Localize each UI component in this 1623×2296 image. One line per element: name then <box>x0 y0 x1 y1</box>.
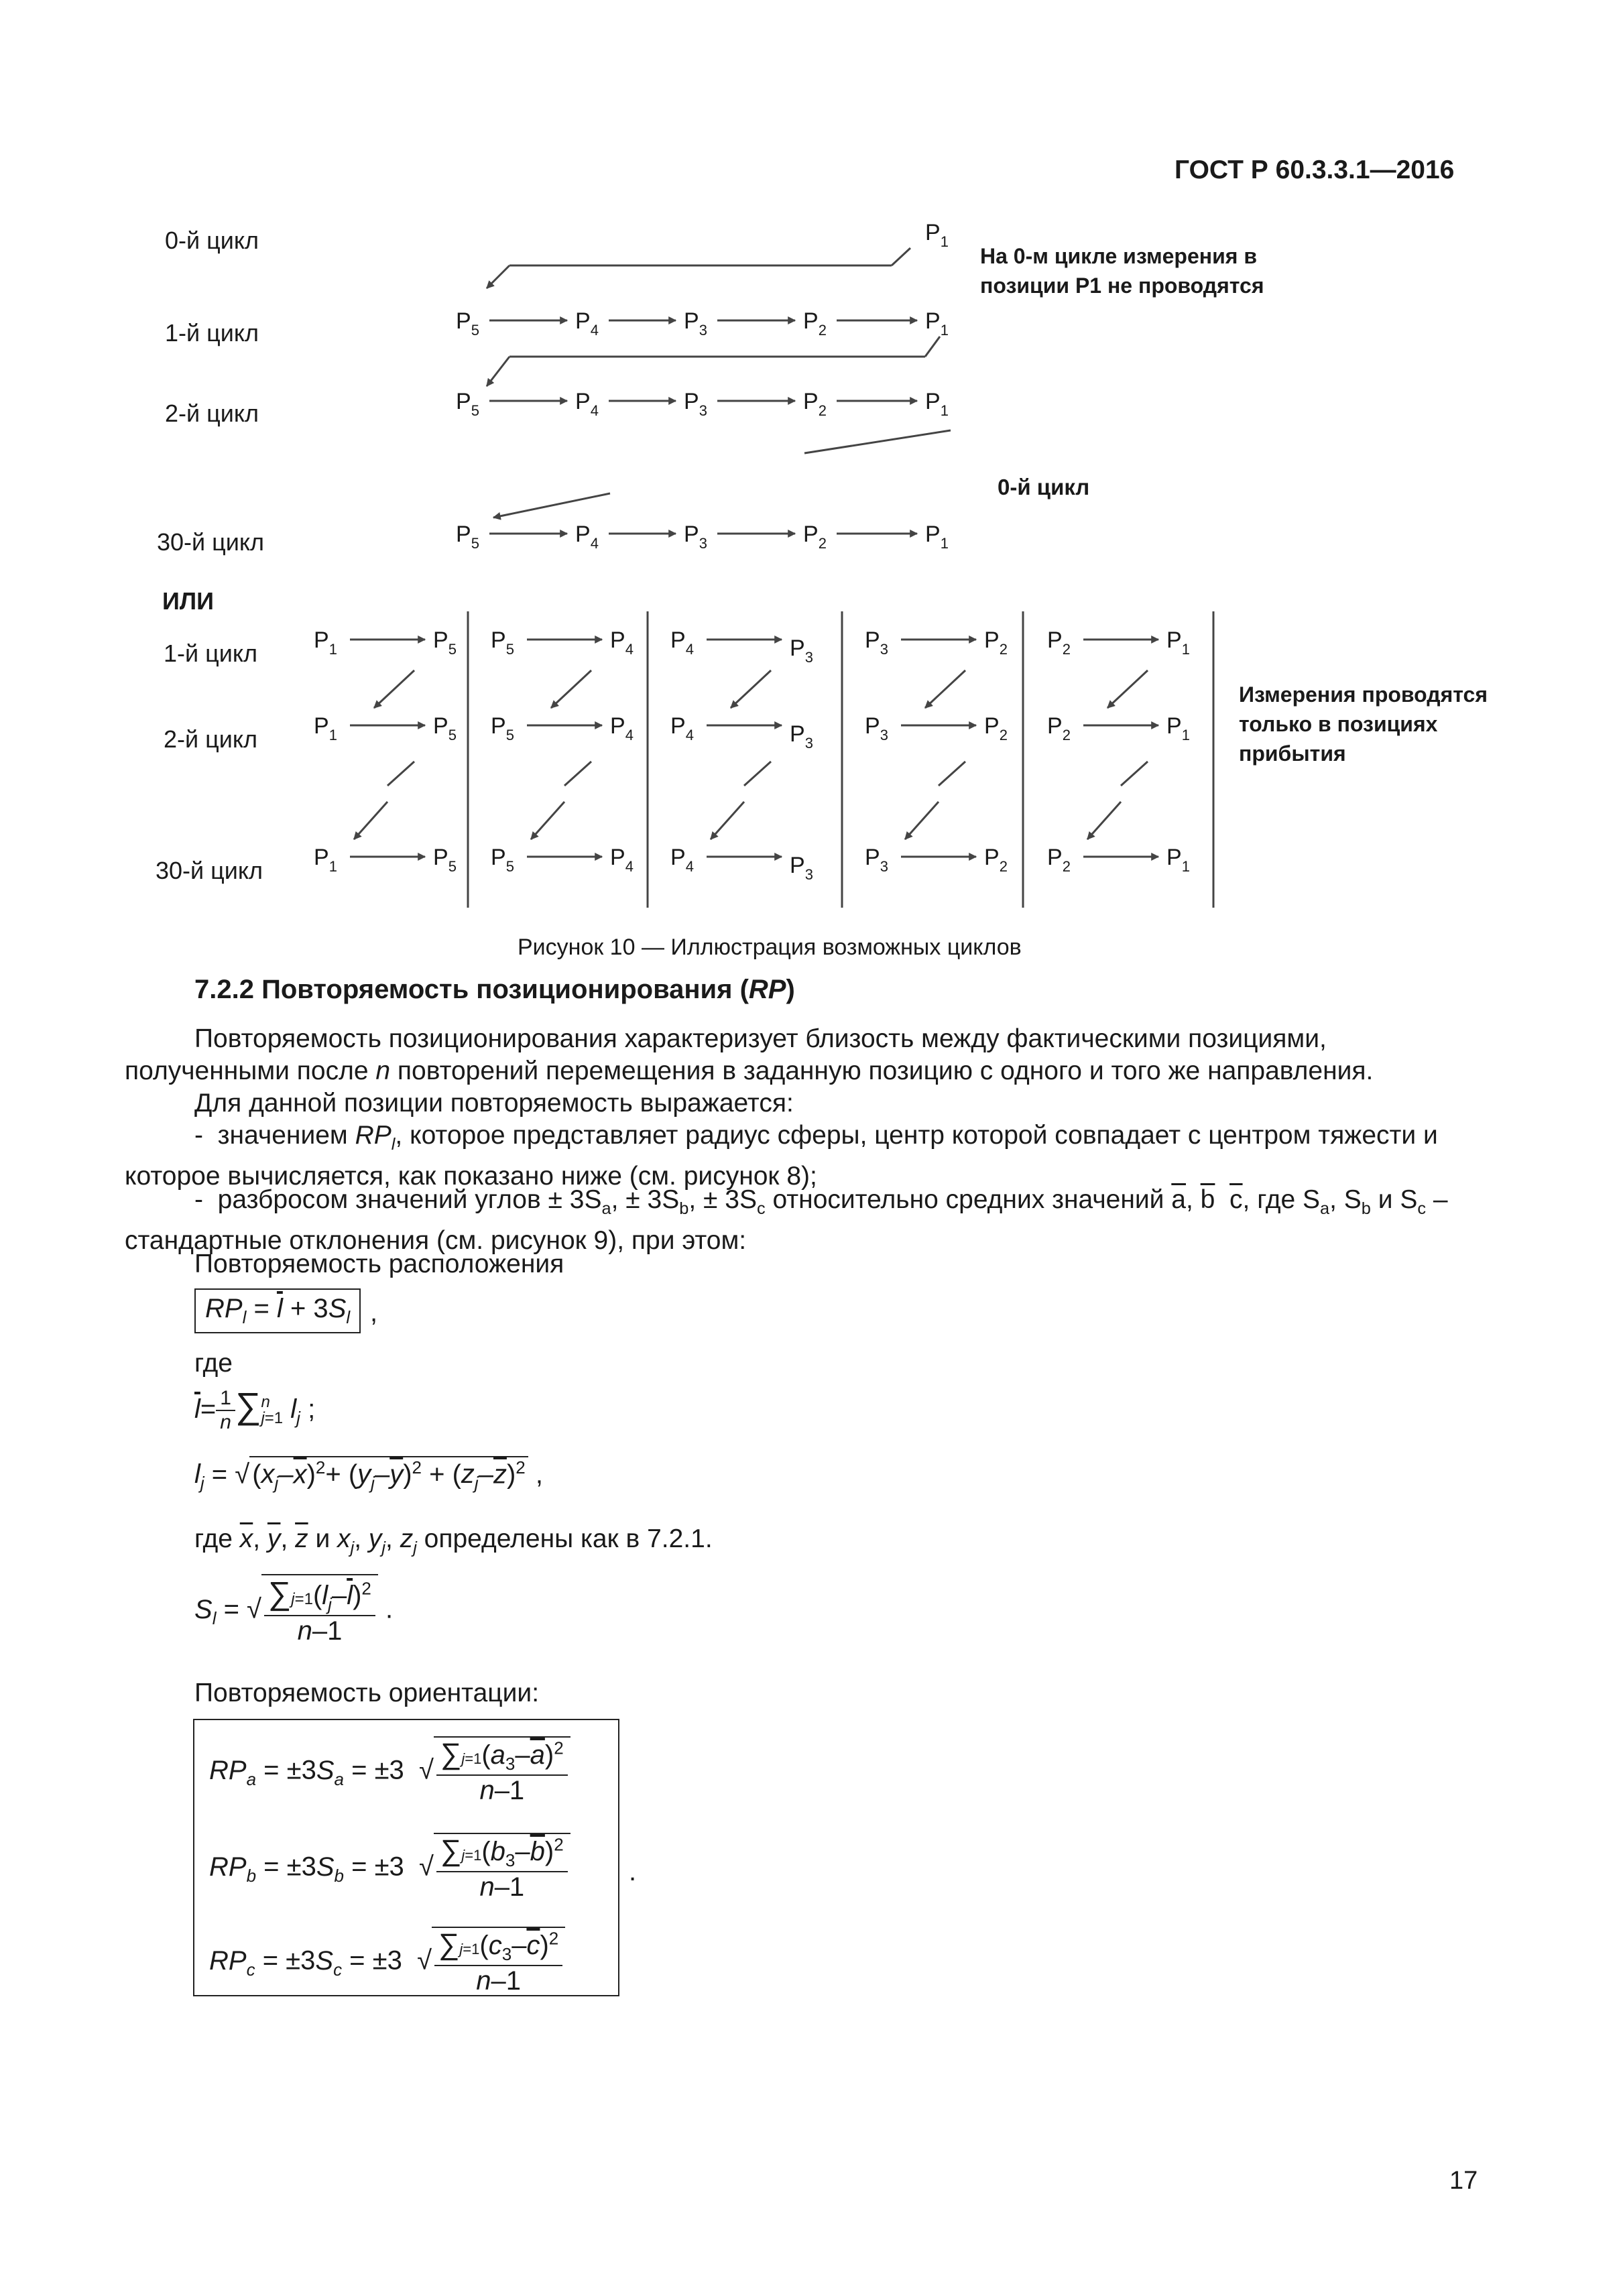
table-diag-30-0 <box>354 802 387 839</box>
cell-p3-r0-c2: $P_3$ <box>790 636 813 666</box>
table-diag-1-0 <box>374 670 414 708</box>
cell-p3-r2-c3: $P_3$ <box>865 845 888 875</box>
cell-p5-r1-c1: $P_5$ <box>491 713 514 743</box>
table-diag-2-2 <box>744 762 771 786</box>
figure-note-top: На 0-м цикле измерения в позиции Р1 не проводятся <box>980 244 1264 298</box>
position-p5-row1: $P_5$ <box>456 389 479 419</box>
cycles-diagram-top <box>0 0 1623 939</box>
position-p2-row2: $P_2$ <box>803 522 827 552</box>
position-p2-row1: $P_2$ <box>803 389 827 419</box>
return-arrow-1 <box>487 357 509 386</box>
table-diag-30-3 <box>905 802 939 839</box>
cell-p5-r2-c0: $P_5$ <box>433 845 457 875</box>
cell-p4-r0-c1: $P_4$ <box>610 627 634 658</box>
cell-p4-r1-c1: $P_4$ <box>610 713 634 743</box>
document-id: ГОСТ Р 60.3.3.1—2016 <box>1175 156 1455 184</box>
table-diag-30-4 <box>1087 802 1121 839</box>
section-title: 7.2.2 Повторяемость позиционирования (RP) <box>194 975 795 1004</box>
where-label: где <box>194 1349 233 1378</box>
or-label: ИЛИ <box>162 587 215 615</box>
table-diag-30-1 <box>531 802 564 839</box>
return-line-2 <box>804 430 951 453</box>
cell-p1-r0-c0: $P_1$ <box>314 627 337 658</box>
cell-p2-r1-c3: $P_2$ <box>984 713 1008 743</box>
table-diag-1-2 <box>731 670 771 708</box>
formula-rpl: $RP_l = \overline{l} + 3S_l$ <box>194 1288 361 1333</box>
cell-p3-r1-c3: $P_3$ <box>865 713 888 743</box>
position-p1-row0: $P_1$ <box>925 308 949 339</box>
return-arrow-0 <box>487 265 509 288</box>
position-p1-cycle0: $P_1$ <box>925 220 949 250</box>
cycle-label-2b: 2-й цикл <box>164 725 258 753</box>
position-p4-row1: $P_4$ <box>575 389 599 419</box>
cell-p5-r0-c0: $P_5$ <box>433 627 457 658</box>
cycle-label-30: 30-й цикл <box>157 528 265 556</box>
formula-mean-l: $\overline{l}=$ $\frac{1}{n}$ ∑ n j=1 $l_j$ ; <box>194 1386 316 1434</box>
formula-lj: $l_j$ = √ $(x_j-\overline{x})^2+ (y_j-\overline{y})^2 + (z_j-\overline{z})^2$ , <box>194 1457 543 1494</box>
formula-rpc: $RP_c = \pm 3S_c = \pm 3$ √ $\frac{\sum j=1(c_3-\overline{c})^2}{n-1}$ <box>209 1927 565 1996</box>
table-diag-30-2 <box>711 802 744 839</box>
position-p3-row2: $P_3$ <box>684 522 707 552</box>
table-diag-2-1 <box>564 762 591 786</box>
cell-p3-r0-c3: $P_3$ <box>865 627 888 658</box>
formula-rpl-comma: , <box>370 1298 378 1327</box>
cycle-label-0: 0-й цикл <box>165 227 259 254</box>
cell-p2-r0-c4: $P_2$ <box>1047 627 1071 658</box>
cell-p2-r2-c3: $P_2$ <box>984 845 1008 875</box>
cell-p2-r1-c4: $P_2$ <box>1047 713 1071 743</box>
paragraph-6: Повторяемость ориентации: <box>194 1679 540 1707</box>
cell-p1-r1-c0: $P_1$ <box>314 713 337 743</box>
table-diag-1-4 <box>1107 670 1148 708</box>
cell-p4-r2-c2: $P_4$ <box>670 845 694 875</box>
position-p5-row0: $P_5$ <box>456 308 479 339</box>
paragraph-2: Для данной позиции повторяемость выражается: <box>194 1089 794 1117</box>
cell-p5-r2-c1: $P_5$ <box>491 845 514 875</box>
position-p4-row2: $P_4$ <box>575 522 599 552</box>
formula-rpb: $RP_b = \pm 3S_b = \pm 3$ √ $\frac{\sum j=1(b_3-\overline{b})^2}{n-1}$ <box>209 1833 570 1902</box>
return-arrow-30 <box>493 493 610 518</box>
paragraph-3: - значением $RP_l$, которое представляет радиус сферы, центр которой совпадает с центром тяжести и которое вычисляется, как показано ниже (см. рисунок 8); <box>125 1121 1438 1191</box>
figure-note-right: Измерения проводятся только в позициях прибытия <box>1239 682 1488 766</box>
return-line-1a <box>925 337 940 357</box>
cell-p1-r0-c4: $P_1$ <box>1166 627 1190 658</box>
table-diag-1-3 <box>925 670 965 708</box>
position-p1-row1: $P_1$ <box>925 389 949 419</box>
table-diag-2-3 <box>939 762 965 786</box>
position-p3-row0: $P_3$ <box>684 308 707 339</box>
cell-p2-r2-c4: $P_2$ <box>1047 845 1071 875</box>
cell-p1-r1-c4: $P_1$ <box>1166 713 1190 743</box>
formula-sl: $S_l$ = √ $\frac{\sum j=1(l_j-\overline{l})^2}{n-1}$ . <box>194 1574 393 1646</box>
cell-p2-r0-c3: $P_2$ <box>984 627 1008 658</box>
paragraph-5: Повторяемость расположения <box>194 1250 564 1278</box>
cell-p1-r2-c0: $P_1$ <box>314 845 337 875</box>
cycle-label-1b: 1-й цикл <box>164 640 258 667</box>
position-p3-row1: $P_3$ <box>684 389 707 419</box>
return-line-0a <box>892 248 910 265</box>
paragraph-defined: где $\overline{x}$, $\overline{y}$, $\overline{z}$ и $x_j$, $y_j$, $z_j$ определены как в 7.2.1. <box>194 1524 713 1557</box>
cell-p5-r1-c0: $P_5$ <box>433 713 457 743</box>
cell-p4-r1-c2: $P_4$ <box>670 713 694 743</box>
cell-p3-r1-c2: $P_3$ <box>790 721 813 751</box>
table-diag-2-4 <box>1121 762 1148 786</box>
paragraph-1: Повторяемость позиционирования характеризует близость между фактическими позициями, полученными после n повторений перемещения в заданную позицию с одного и того же направления. <box>125 1024 1374 1085</box>
table-diag-1-1 <box>551 670 591 708</box>
cycle-label-0-right: 0-й цикл <box>998 475 1090 499</box>
formula-rpa: $RP_a = \pm 3S_a = \pm 3$ √ $\frac{\sum j=1(a_3-\overline{a})^2}{n-1}$ <box>209 1736 570 1806</box>
cell-p4-r2-c1: $P_4$ <box>610 845 634 875</box>
position-p2-row0: $P_2$ <box>803 308 827 339</box>
cycle-label-30b: 30-й цикл <box>156 857 263 884</box>
formula-orientation-period: . <box>629 1857 637 1886</box>
position-p5-row2: $P_5$ <box>456 522 479 552</box>
cell-p4-r0-c2: $P_4$ <box>670 627 694 658</box>
position-p4-row0: $P_4$ <box>575 308 599 339</box>
position-p1-row2: $P_1$ <box>925 522 949 552</box>
page-number: 17 <box>1449 2167 1478 2195</box>
paragraph-4: - разбросом значений углов ± $3S_a$, ± $3S_b$, ± $3S_c$ относительно средних значений $\overline{a}$, $\overline{b}$ $\overline{c}$, где $S_a$, $S_b$ и $S_c$ – стандартные отклонения (см. рисунок 9), при этом: <box>125 1185 1448 1255</box>
cell-p5-r0-c1: $P_5$ <box>491 627 514 658</box>
cycle-label-1: 1-й цикл <box>165 319 259 347</box>
figure-caption: Рисунок 10 — Иллюстрация возможных циклов <box>518 934 1022 960</box>
cycle-label-2: 2-й цикл <box>165 400 259 427</box>
cell-p3-r2-c2: $P_3$ <box>790 853 813 883</box>
table-diag-2-0 <box>387 762 414 786</box>
cell-p1-r2-c4: $P_1$ <box>1166 845 1190 875</box>
